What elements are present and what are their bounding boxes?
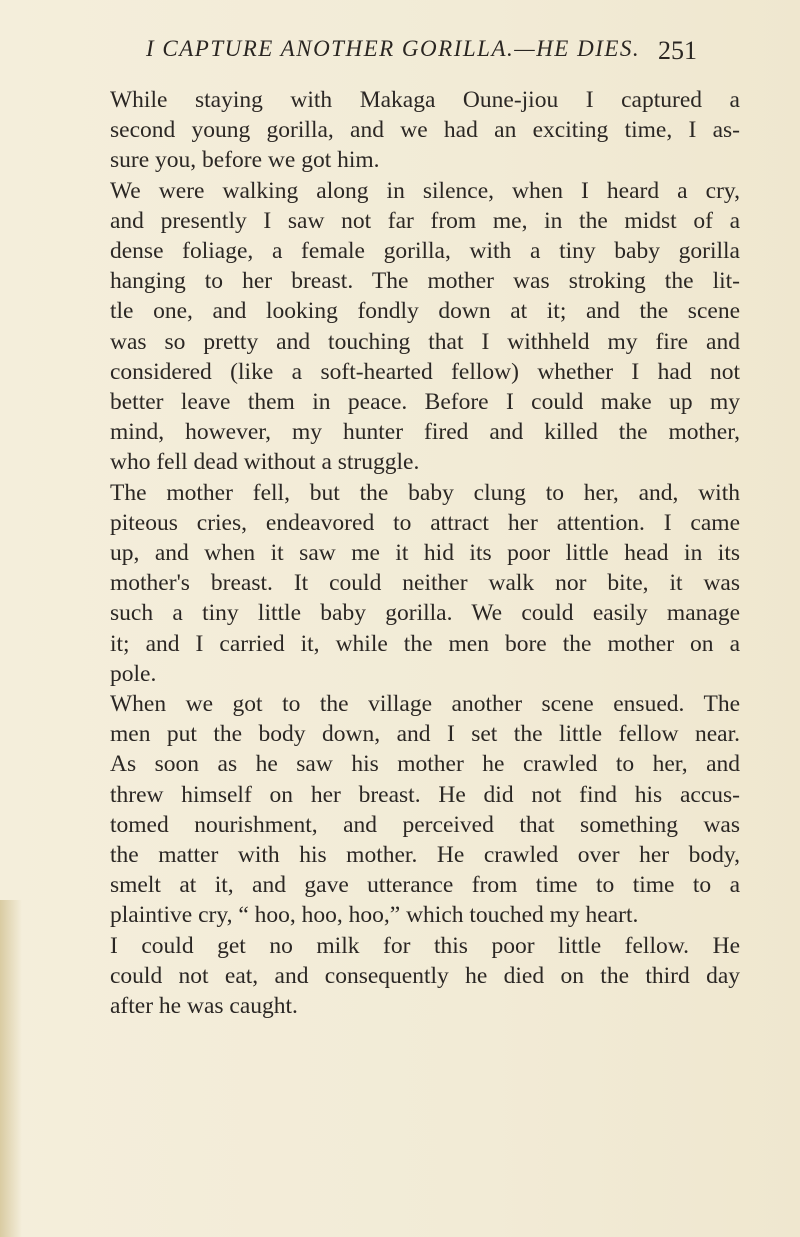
- text-line: mind, however, my hunter fired and killed the mother,: [110, 419, 740, 446]
- page-number: 251: [658, 36, 697, 65]
- text-line: hanging to her breast. The mother was stroking the lit-: [110, 268, 740, 295]
- text-line: When we got to the village another scene ensued. The: [110, 691, 740, 718]
- text-line: men put the body down, and I set the little fellow near.: [110, 721, 740, 748]
- text-line: plaintive cry, “ hoo, hoo, hoo,” which touched my heart.: [110, 902, 639, 929]
- text-line: who fell dead without a struggle.: [110, 449, 420, 476]
- text-line: the matter with his mother. He crawled over her body,: [110, 842, 740, 869]
- text-line: sure you, before we got him.: [110, 147, 380, 174]
- text-line: I could get no milk for this poor little fellow. He: [110, 932, 740, 959]
- text-line: it; and I carried it, while the men bore the mother on a: [110, 630, 740, 657]
- text-line: threw himself on her breast. He did not find his accus-: [110, 781, 740, 808]
- text-line: could not eat, and consequently he died on the third day: [110, 962, 740, 989]
- text-line: better leave them in peace. Before I could make up my: [110, 389, 740, 416]
- text-line: considered (like a soft-hearted fellow) whether I had not: [110, 358, 740, 385]
- text-line: second young gorilla, and we had an exciting time, I as-: [110, 117, 740, 144]
- page-edge-shadow: [0, 900, 22, 1237]
- paragraph: [82, 85, 740, 176]
- text-line: mother's breast. It could neither walk nor bite, it was: [110, 570, 740, 597]
- text-line: tomed nourishment, and perceived that something was: [110, 811, 740, 838]
- body-text: [82, 85, 740, 1021]
- paragraph: [82, 176, 740, 478]
- text-line: We were walking along in silence, when I heard a cry,: [110, 177, 740, 204]
- paragraph: [82, 478, 740, 689]
- text-line: dense foliage, a female gorilla, with a tiny baby gorilla: [110, 238, 740, 265]
- text-line: such a tiny little baby gorilla. We could easily manage: [110, 600, 740, 627]
- text-line: piteous cries, endeavored to attract her attention. I came: [110, 509, 740, 536]
- text-line: As soon as he saw his mother he crawled to her, and: [110, 751, 740, 778]
- text-line: smelt at it, and gave utterance from time to time to a: [110, 872, 740, 899]
- text-line: and presently I saw not far from me, in the midst of a: [110, 207, 740, 234]
- text-line: The mother fell, but the baby clung to her, and, with: [110, 479, 740, 506]
- text-line: up, and when it saw me it hid its poor little head in its: [110, 540, 740, 567]
- text-line: While staying with Makaga Oune-jiou I captured a: [110, 87, 740, 113]
- text-line: pole.: [110, 660, 157, 687]
- paragraph: [82, 931, 740, 1022]
- text-line: was so pretty and touching that I withheld my fire and: [110, 328, 740, 355]
- running-title: I CAPTURE ANOTHER GORILLA.—HE DIES.: [146, 36, 641, 61]
- paragraph: [82, 689, 740, 931]
- text-line: tle one, and looking fondly down at it; and the scene: [110, 298, 740, 325]
- text-line: after he was caught.: [110, 993, 298, 1020]
